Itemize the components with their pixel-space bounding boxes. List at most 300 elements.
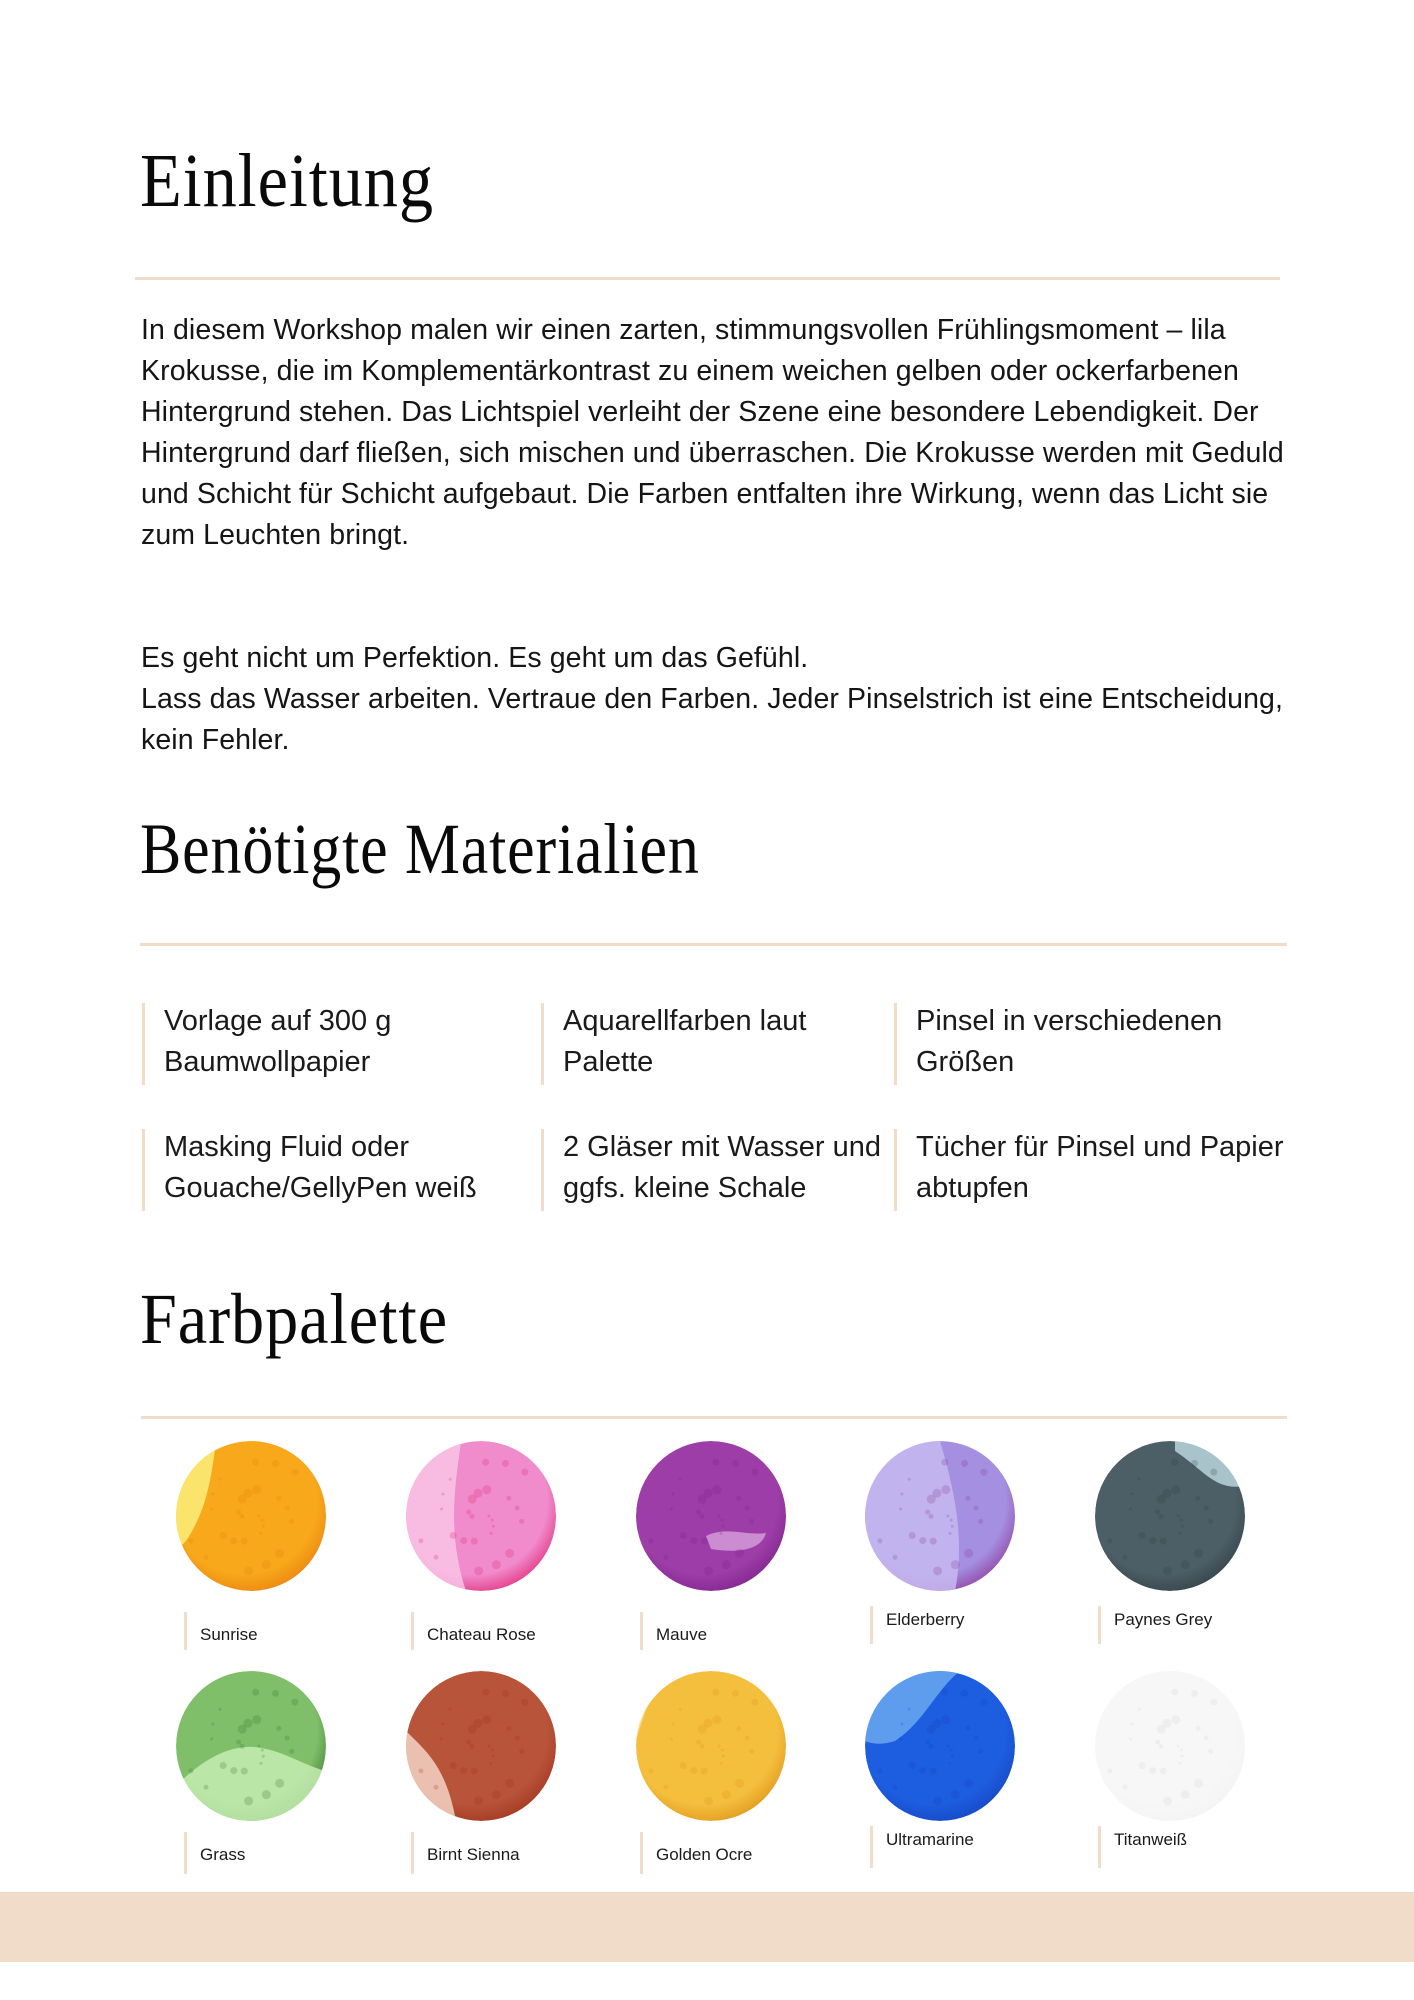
swatch-granulation bbox=[900, 1723, 903, 1726]
swatch-granulation bbox=[262, 1560, 271, 1569]
swatch-granulation bbox=[291, 1699, 298, 1706]
color-swatch bbox=[636, 1671, 786, 1821]
swatch-granulation bbox=[210, 1508, 213, 1511]
swatch-granulation bbox=[933, 1566, 942, 1575]
swatch-granulation bbox=[262, 1755, 265, 1758]
swatch-granulation bbox=[482, 1689, 489, 1696]
swatch-granulation bbox=[1171, 1459, 1178, 1466]
swatch-granulation bbox=[1194, 1549, 1203, 1558]
swatch-granulation bbox=[877, 1768, 882, 1773]
divider bbox=[135, 277, 1280, 280]
swatch-granulation bbox=[1138, 1478, 1141, 1481]
swatch-granulation bbox=[418, 1768, 423, 1773]
color-swatch-label bbox=[1098, 1826, 1187, 1868]
material-item bbox=[541, 1129, 883, 1209]
color-name: Elderberry bbox=[886, 1610, 965, 1629]
swatch-granulation bbox=[492, 1560, 501, 1569]
swatch-granulation bbox=[679, 1708, 682, 1711]
swatch-granulation bbox=[1194, 1779, 1203, 1788]
swatch-granulation bbox=[260, 1532, 263, 1535]
swatch-granulation bbox=[1180, 1519, 1183, 1522]
color-name: Chateau Rose bbox=[427, 1625, 536, 1644]
material-item-accent-bar bbox=[894, 1003, 897, 1085]
swatch-granulation bbox=[466, 1510, 471, 1515]
color-swatch bbox=[636, 1441, 786, 1591]
swatch-granulation bbox=[929, 1514, 934, 1519]
swatch-granulation bbox=[230, 1537, 237, 1544]
swatch-granulation bbox=[219, 1708, 222, 1711]
swatch-granulation bbox=[721, 1519, 724, 1522]
swatch-granulation bbox=[1177, 1515, 1180, 1518]
swatch-granulation bbox=[482, 1485, 491, 1494]
swatch-granulation bbox=[471, 1768, 478, 1775]
intro-closing-line-1: Es geht nicht um Perfektion. Es geht um das Gefühl. bbox=[141, 642, 809, 674]
swatch-granulation bbox=[908, 1478, 911, 1481]
swatch-granulation bbox=[704, 1796, 713, 1805]
swatch-granulation bbox=[260, 1762, 263, 1765]
swatch-granulation bbox=[219, 1478, 222, 1481]
swatch-granulation bbox=[492, 1755, 495, 1758]
swatch-granulation bbox=[700, 1744, 705, 1749]
swatch-granulation bbox=[893, 1555, 898, 1560]
swatch-granulation bbox=[951, 1790, 960, 1799]
swatch-granulation bbox=[965, 1496, 970, 1501]
swatch-granulation bbox=[1208, 1519, 1213, 1524]
color-swatch bbox=[865, 1671, 1015, 1821]
color-name: Paynes Grey bbox=[1114, 1610, 1213, 1629]
swatch-granulation bbox=[434, 1785, 439, 1790]
swatch-granulation bbox=[449, 1708, 452, 1711]
material-item-accent-bar bbox=[541, 1003, 544, 1085]
swatch-granulation bbox=[276, 1726, 281, 1731]
swatch-granulation bbox=[751, 1699, 758, 1706]
swatch-granulation bbox=[964, 1549, 973, 1558]
swatch-granulation bbox=[941, 1689, 948, 1696]
swatch-granulation bbox=[1163, 1566, 1172, 1575]
swatch-granulation bbox=[230, 1767, 237, 1774]
swatch-granulation bbox=[1139, 1532, 1146, 1539]
swatch-granulation bbox=[519, 1749, 524, 1754]
swatch-granulation bbox=[933, 1796, 942, 1805]
swatch-granulation bbox=[908, 1708, 911, 1711]
swatch-granulation bbox=[664, 1785, 669, 1790]
swatch-granulation bbox=[722, 1560, 731, 1569]
color-name: Titanweiß bbox=[1114, 1830, 1188, 1849]
swatch-granulation bbox=[735, 1549, 744, 1558]
color-name: Golden Ocre bbox=[656, 1845, 753, 1864]
swatch-granulation bbox=[1181, 1755, 1184, 1758]
swatch-granulation bbox=[950, 1519, 953, 1522]
swatch-granulation bbox=[964, 1779, 973, 1788]
swatch-granulation bbox=[670, 1508, 673, 1511]
swatch-granulation bbox=[258, 1515, 261, 1518]
swatch-granulation bbox=[1159, 1744, 1164, 1749]
swatch-granulation bbox=[1123, 1555, 1128, 1560]
material-item bbox=[142, 1003, 524, 1083]
swatch-granulation bbox=[1177, 1745, 1180, 1748]
color-name: Ultramarine bbox=[886, 1830, 974, 1849]
swatch-granulation bbox=[722, 1790, 731, 1799]
swatch-granulation bbox=[736, 1496, 741, 1501]
swatch-granulation bbox=[244, 1796, 253, 1805]
swatch-granulation bbox=[899, 1738, 902, 1741]
swatch-granulation bbox=[261, 1519, 264, 1522]
swatch-granulation bbox=[1159, 1514, 1164, 1519]
swatch-granulation bbox=[515, 1735, 520, 1740]
swatch-granulation bbox=[951, 1525, 954, 1528]
color-swatch bbox=[865, 1441, 1015, 1591]
swatch-granulation bbox=[722, 1525, 725, 1528]
swatch-granulation bbox=[470, 1744, 475, 1749]
color-swatch-label bbox=[870, 1826, 974, 1868]
material-item-accent-bar bbox=[142, 1129, 145, 1211]
swatch-granulation bbox=[466, 1740, 471, 1745]
swatch-granulation bbox=[1155, 1510, 1160, 1515]
color-name: Grass bbox=[200, 1845, 246, 1864]
swatch-granulation bbox=[949, 1532, 952, 1535]
swatch-granulation bbox=[932, 1719, 941, 1728]
color-swatch-label bbox=[640, 1832, 752, 1874]
swatch-granulation bbox=[240, 1744, 245, 1749]
swatch-granulation bbox=[919, 1767, 926, 1774]
swatch-granulation bbox=[276, 1496, 281, 1501]
material-item bbox=[541, 1003, 883, 1083]
swatch-granulation bbox=[488, 1515, 491, 1518]
swatch-granulation bbox=[289, 1519, 294, 1524]
swatch-granulation bbox=[211, 1723, 214, 1726]
swatch-granulation bbox=[244, 1566, 253, 1575]
color-swatch bbox=[406, 1671, 556, 1821]
material-item-text: Tücher für Pinsel und Papier abtupfen bbox=[916, 1131, 1284, 1204]
swatch-granulation bbox=[721, 1749, 724, 1752]
swatch-granulation bbox=[285, 1505, 290, 1510]
swatch-granulation bbox=[909, 1762, 916, 1769]
swatch-granulation bbox=[909, 1532, 916, 1539]
swatch-granulation bbox=[925, 1510, 930, 1515]
swatch-granulation bbox=[929, 1744, 934, 1749]
swatch-granulation bbox=[474, 1566, 483, 1575]
swatch-granulation bbox=[1204, 1505, 1209, 1510]
swatch-granulation bbox=[275, 1549, 284, 1558]
swatch-granulation bbox=[712, 1689, 719, 1696]
swatch-granulation bbox=[258, 1745, 261, 1748]
swatch-granulation bbox=[418, 1538, 423, 1543]
swatch-granulation bbox=[285, 1735, 290, 1740]
swatch-granulation bbox=[449, 1478, 452, 1481]
material-item-text: 2 Gläser mit Wasser und ggfs. kleine Schale bbox=[563, 1131, 882, 1204]
swatch-granulation bbox=[1204, 1735, 1209, 1740]
swatch-granulation bbox=[900, 1493, 903, 1496]
swatch-granulation bbox=[701, 1768, 708, 1775]
color-name: Mauve bbox=[656, 1625, 708, 1644]
footer-band bbox=[0, 1892, 1414, 1962]
swatch-granulation bbox=[974, 1505, 979, 1510]
swatch-granulation bbox=[690, 1767, 697, 1774]
swatch-granulation bbox=[1171, 1715, 1180, 1724]
swatch-granulation bbox=[951, 1560, 960, 1569]
swatch-granulation bbox=[1191, 1690, 1198, 1697]
material-item bbox=[142, 1129, 524, 1209]
swatch-granulation bbox=[1123, 1785, 1128, 1790]
swatch-granulation bbox=[492, 1790, 501, 1799]
swatch-granulation bbox=[490, 1762, 493, 1765]
swatch-granulation bbox=[1138, 1708, 1141, 1711]
swatch-granulation bbox=[252, 1485, 261, 1494]
swatch-granulation bbox=[450, 1762, 457, 1769]
swatch-granulation bbox=[877, 1538, 882, 1543]
swatch-granulation bbox=[1139, 1762, 1146, 1769]
swatch-granulation bbox=[679, 1478, 682, 1481]
swatch-granulation bbox=[460, 1537, 467, 1544]
swatch-granulation bbox=[220, 1762, 227, 1769]
swatch-granulation bbox=[473, 1489, 482, 1498]
swatch-granulation bbox=[289, 1749, 294, 1754]
swatch-granulation bbox=[980, 1469, 987, 1476]
swatch-granulation bbox=[961, 1690, 968, 1697]
swatch-granulation bbox=[243, 1719, 252, 1728]
swatch-granulation bbox=[1149, 1537, 1156, 1544]
swatch-granulation bbox=[490, 1532, 493, 1535]
swatch-granulation bbox=[492, 1525, 495, 1528]
swatch-granulation bbox=[648, 1538, 653, 1543]
swatch-granulation bbox=[712, 1715, 721, 1724]
swatch-granulation bbox=[712, 1485, 721, 1494]
heading-einleitung: Einleitung bbox=[140, 139, 434, 223]
swatch-granulation bbox=[1191, 1460, 1198, 1467]
swatch-granulation bbox=[243, 1489, 252, 1498]
color-swatch-label bbox=[184, 1612, 258, 1650]
swatch-granulation bbox=[272, 1460, 279, 1467]
swatch-granulation bbox=[1208, 1749, 1213, 1754]
swatch-granulation bbox=[236, 1510, 241, 1515]
color-swatch-label bbox=[411, 1832, 520, 1874]
color-swatch bbox=[1095, 1671, 1245, 1821]
swatch-granulation bbox=[736, 1726, 741, 1731]
intro-closing-line-2: Lass das Wasser arbeiten. Vertraue den Farben. Jeder Pinselstrich ist eine Entscheidung, kein Fehler. bbox=[141, 683, 1284, 756]
swatch-granulation bbox=[211, 1493, 214, 1496]
swatch-granulation bbox=[434, 1555, 439, 1560]
swatch-granulation bbox=[696, 1510, 701, 1515]
swatch-granulation bbox=[1107, 1768, 1112, 1773]
swatch-granulation bbox=[261, 1749, 264, 1752]
swatch-granulation bbox=[241, 1768, 248, 1775]
swatch-granulation bbox=[690, 1537, 697, 1544]
swatch-granulation bbox=[441, 1493, 444, 1496]
swatch-granulation bbox=[712, 1459, 719, 1466]
swatch-granulation bbox=[1180, 1749, 1183, 1752]
swatch-granulation bbox=[720, 1762, 723, 1765]
swatch-granulation bbox=[949, 1762, 952, 1765]
swatch-granulation bbox=[204, 1785, 209, 1790]
swatch-granulation bbox=[696, 1740, 701, 1745]
swatch-granulation bbox=[1179, 1762, 1182, 1765]
swatch-granulation bbox=[745, 1505, 750, 1510]
swatch-granulation bbox=[252, 1689, 259, 1696]
swatch-granulation bbox=[1162, 1719, 1171, 1728]
swatch-granulation bbox=[470, 1514, 475, 1519]
swatch-granulation bbox=[204, 1555, 209, 1560]
swatch-granulation bbox=[947, 1745, 950, 1748]
material-item-text: Aquarellfarben laut Palette bbox=[563, 1005, 807, 1078]
swatch-granulation bbox=[1155, 1740, 1160, 1745]
swatch-granulation bbox=[275, 1779, 284, 1788]
swatch-granulation bbox=[441, 1723, 444, 1726]
swatch-granulation bbox=[1195, 1726, 1200, 1731]
swatch-granulation bbox=[978, 1519, 983, 1524]
swatch-granulation bbox=[506, 1726, 511, 1731]
color-swatch-label bbox=[184, 1832, 245, 1874]
swatch-granulation bbox=[732, 1460, 739, 1467]
material-item-accent-bar bbox=[541, 1129, 544, 1211]
swatch-granulation bbox=[482, 1459, 489, 1466]
swatch-granulation bbox=[1160, 1538, 1167, 1545]
swatch-granulation bbox=[1210, 1699, 1217, 1706]
swatch-granulation bbox=[703, 1489, 712, 1498]
swatch-granulation bbox=[1149, 1767, 1156, 1774]
material-item-text: Vorlage auf 300 g Baumwollpapier bbox=[164, 1005, 392, 1078]
swatch-granulation bbox=[210, 1738, 213, 1741]
heading-materialien: Benötigte Materialien bbox=[140, 809, 700, 889]
swatch-granulation bbox=[961, 1460, 968, 1467]
swatch-granulation bbox=[1107, 1538, 1112, 1543]
swatch-granulation bbox=[1171, 1689, 1178, 1696]
heading-farbpalette: Farbpalette bbox=[140, 1279, 449, 1359]
material-item-accent-bar bbox=[894, 1129, 897, 1211]
swatch-granulation bbox=[502, 1690, 509, 1697]
swatch-granulation bbox=[1210, 1469, 1217, 1476]
swatch-granulation bbox=[941, 1715, 950, 1724]
swatch-granulation bbox=[252, 1459, 259, 1466]
color-swatch bbox=[176, 1441, 326, 1591]
material-item bbox=[894, 1003, 1306, 1083]
swatch-granulation bbox=[262, 1790, 271, 1799]
swatch-granulation bbox=[664, 1555, 669, 1560]
swatch-granulation bbox=[505, 1779, 514, 1788]
swatch-granulation bbox=[491, 1749, 494, 1752]
intro-paragraph: In diesem Workshop malen wir einen zarten, stimmungsvollen Frühlingsmoment – lila Krokusse, die im Komplementärkontrast zu einem weichen gelben oder ockerfarbenen Hintergrund stehen. Das Lichtspiel verleiht der Szene eine besondere Lebendigkeit. Der Hintergrund darf fließen, sich mischen und überraschen. Die Krokusse werden mit Geduld und Schicht für Schicht aufgebaut. Die Farben entfalten ihre Wirkung, wenn das Licht sie zum Leuchten bringt. bbox=[141, 314, 1284, 551]
material-item-accent-bar bbox=[142, 1003, 145, 1085]
color-swatch bbox=[176, 1671, 326, 1821]
swatch-granulation bbox=[680, 1762, 687, 1769]
swatch-granulation bbox=[440, 1508, 443, 1511]
swatch-granulation bbox=[941, 1459, 948, 1466]
swatch-granulation bbox=[735, 1779, 744, 1788]
swatch-granulation bbox=[947, 1515, 950, 1518]
swatch-granulation bbox=[272, 1690, 279, 1697]
swatch-granulation bbox=[474, 1796, 483, 1805]
swatch-granulation bbox=[1181, 1790, 1190, 1799]
swatch-granulation bbox=[473, 1719, 482, 1728]
swatch-granulation bbox=[732, 1690, 739, 1697]
swatch-granulation bbox=[670, 1738, 673, 1741]
material-item-text: Masking Fluid oder Gouache/GellyPen weiß bbox=[164, 1131, 477, 1204]
swatch-granulation bbox=[188, 1538, 193, 1543]
swatch-granulation bbox=[240, 1514, 245, 1519]
color-swatch-label bbox=[640, 1612, 707, 1650]
swatch-granulation bbox=[899, 1508, 902, 1511]
swatch-granulation bbox=[720, 1532, 723, 1535]
swatch-granulation bbox=[241, 1538, 248, 1545]
intro-closing-paragraph bbox=[141, 638, 1301, 761]
swatch-granulation bbox=[1181, 1525, 1184, 1528]
swatch-granulation bbox=[1179, 1532, 1182, 1535]
swatch-granulation bbox=[1130, 1493, 1133, 1496]
divider bbox=[141, 1416, 1287, 1419]
swatch-granulation bbox=[521, 1699, 528, 1706]
color-name: Sunrise bbox=[200, 1625, 258, 1644]
swatch-granulation bbox=[704, 1566, 713, 1575]
swatch-granulation bbox=[703, 1719, 712, 1728]
swatch-granulation bbox=[1160, 1768, 1167, 1775]
swatch-granulation bbox=[745, 1735, 750, 1740]
swatch-granulation bbox=[291, 1469, 298, 1476]
swatch-granulation bbox=[951, 1755, 954, 1758]
swatch-granulation bbox=[925, 1740, 930, 1745]
swatch-granulation bbox=[488, 1745, 491, 1748]
swatch-granulation bbox=[932, 1489, 941, 1498]
color-name: Birnt Sienna bbox=[427, 1845, 520, 1864]
swatch-granulation bbox=[188, 1768, 193, 1773]
swatch-granulation bbox=[980, 1699, 987, 1706]
swatch-granulation bbox=[919, 1537, 926, 1544]
swatch-granulation bbox=[701, 1538, 708, 1545]
swatch-granulation bbox=[252, 1715, 261, 1724]
swatch-granulation bbox=[965, 1726, 970, 1731]
swatch-granulation bbox=[220, 1532, 227, 1539]
color-swatch bbox=[406, 1441, 556, 1591]
swatch-granulation bbox=[482, 1715, 491, 1724]
swatch-granulation bbox=[950, 1749, 953, 1752]
swatch-granulation bbox=[515, 1505, 520, 1510]
swatch-granulation bbox=[491, 1519, 494, 1522]
swatch-granulation bbox=[521, 1469, 528, 1476]
swatch-granulation bbox=[1162, 1489, 1171, 1498]
swatch-granulation bbox=[930, 1538, 937, 1545]
swatch-granulation bbox=[1181, 1560, 1190, 1569]
swatch-granulation bbox=[236, 1740, 241, 1745]
swatch-granulation bbox=[941, 1485, 950, 1494]
swatch-granulation bbox=[978, 1749, 983, 1754]
swatch-granulation bbox=[680, 1532, 687, 1539]
swatch-granulation bbox=[1130, 1723, 1133, 1726]
swatch-granulation bbox=[1171, 1485, 1180, 1494]
swatch-granulation bbox=[450, 1532, 457, 1539]
swatch-granulation bbox=[506, 1496, 511, 1501]
swatch-granulation bbox=[930, 1768, 937, 1775]
swatch-granulation bbox=[749, 1749, 754, 1754]
color-swatch-label bbox=[411, 1612, 536, 1650]
swatch-granulation bbox=[460, 1767, 467, 1774]
swatch-granulation bbox=[262, 1525, 265, 1528]
swatch-granulation bbox=[1129, 1508, 1132, 1511]
color-swatch bbox=[1095, 1441, 1245, 1591]
swatch-granulation bbox=[502, 1460, 509, 1467]
swatch-granulation bbox=[1195, 1496, 1200, 1501]
swatch-granulation bbox=[722, 1755, 725, 1758]
swatch-granulation bbox=[893, 1785, 898, 1790]
swatch-granulation bbox=[519, 1519, 524, 1524]
swatch-granulation bbox=[440, 1738, 443, 1741]
swatch-granulation bbox=[671, 1723, 674, 1726]
swatch-granulation bbox=[751, 1469, 758, 1476]
swatch-granulation bbox=[505, 1549, 514, 1558]
material-item bbox=[894, 1129, 1306, 1209]
divider bbox=[140, 943, 1287, 946]
swatch-granulation bbox=[648, 1768, 653, 1773]
color-swatch-label bbox=[1098, 1606, 1212, 1644]
swatch-granulation bbox=[718, 1745, 721, 1748]
material-item-text: Pinsel in verschiedenen Größen bbox=[916, 1005, 1223, 1078]
